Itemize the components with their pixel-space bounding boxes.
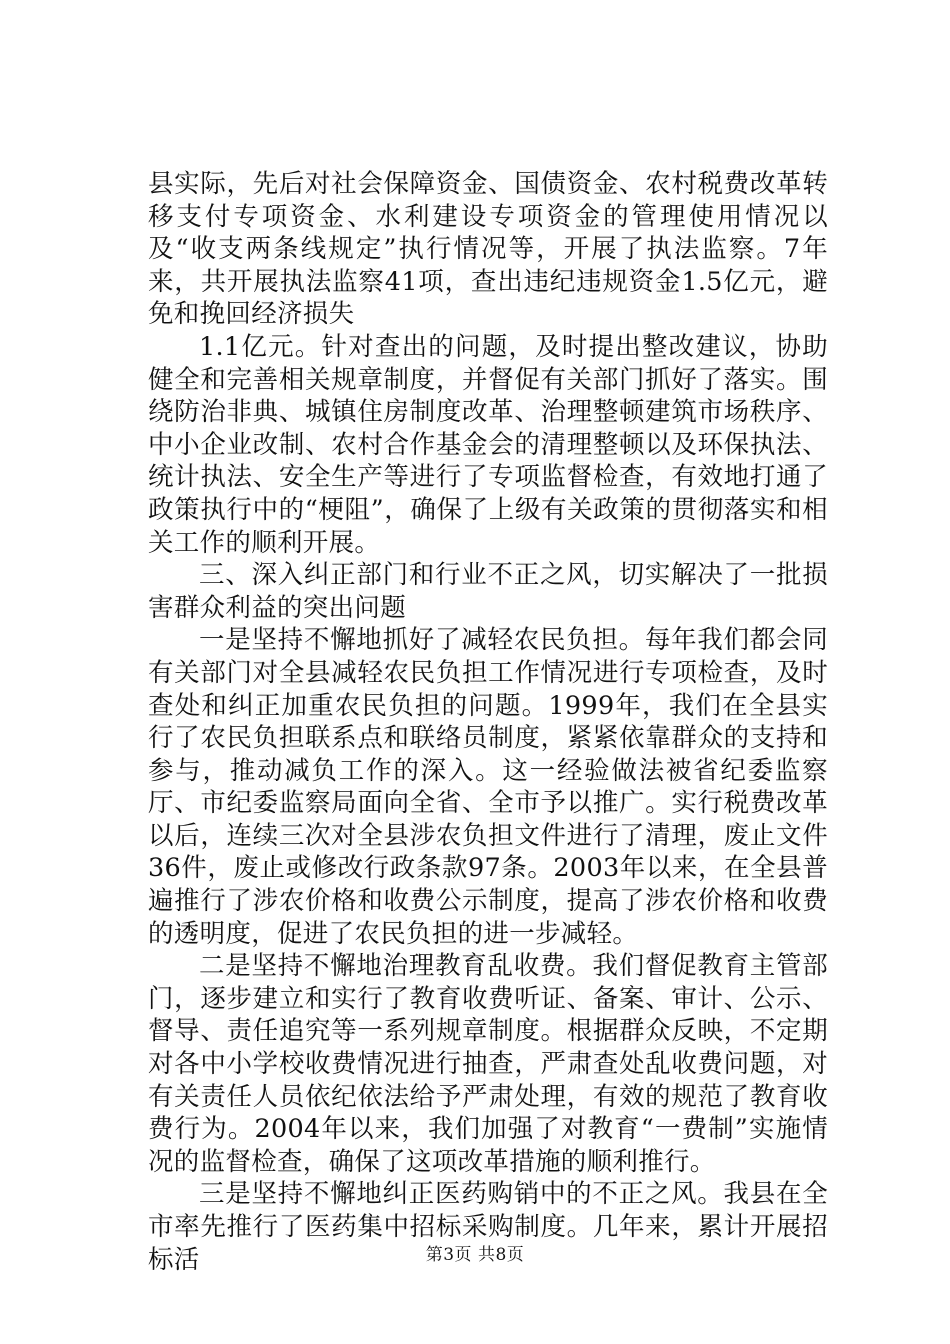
section-heading-3: 三、深入纠正部门和行业不正之风，切实解决了一批损害群众利益的突出问题 bbox=[148, 560, 828, 623]
paragraph-5: 二是坚持不懈地治理教育乱收费。我们督促教育主管部门，逐步建立和实行了教育收费听证、备案、审计、公示、督导、责任追究等一系列规章制度。根据群众反映，不定期对各中小学校收费情况进行抽查，严肃查处乱收费问题，对有关责任人员依纪依法给予严肃处理，有效的规范了教育收费行为。2004年以来，我们加强了对教育“一费制”实施情况的监督检查，确保了这项改革措施的顺利推行。 bbox=[148, 951, 828, 1177]
page-number: 第3页 共8页 bbox=[425, 1245, 525, 1265]
paragraph-2: 1.1亿元。针对查出的问题，及时提出整改建议，协助健全和完善相关规章制度，并督促有关部门抓好了落实。围绕防治非典、城镇住房制度改革、治理整顿建筑市场秩序、中小企业改制、农村合作基金会的清理整顿以及环保执法、统计执法、安全生产等进行了专项监督检查，有效地打通了政策执行中的“梗阻”，确保了上级有关政策的贯彻落实和相关工作的顺利开展。 bbox=[148, 331, 828, 558]
paragraph-4: 一是坚持不懈地抓好了减轻农民负担。每年我们都会同有关部门对全县减轻农民负担工作情况进行专项检查，及时查处和纠正加重农民负担的问题。1999年，我们在全县实行了农民负担联系点和联络员制度，紧紧依靠群众的支持和参与，推动减负工作的深入。这一经验做法被省纪委监察厅、市纪委监察局面向全省、全市予以推广。实行税费改革以后，连续三次对全县涉农负担文件进行了清理，废止文件36件，废止或修改行政条款97条。2003年以来，在全县普遍推行了涉农价格和收费公示制度，提高了涉农价格和收费的透明度，促进了农民负担的进一步减轻。 bbox=[148, 625, 828, 949]
document-body bbox=[148, 168, 828, 1276]
page-footer bbox=[0, 1244, 950, 1266]
paragraph-6: 三是坚持不懈地纠正医药购销中的不正之风。我县在全市率先推行了医药集中招标采购制度。几年来，累计开展招标活 bbox=[148, 1179, 828, 1275]
paragraph-1: 县实际，先后对社会保障资金、国债资金、农村税费改革转移支付专项资金、水利建设专项资金的管理使用情况以及“收支两条线规定”执行情况等，开展了执法监察。7年来，共开展执法监察41项，查出违纪违规资金1.5亿元，避免和挽回经济损失 bbox=[148, 169, 828, 330]
